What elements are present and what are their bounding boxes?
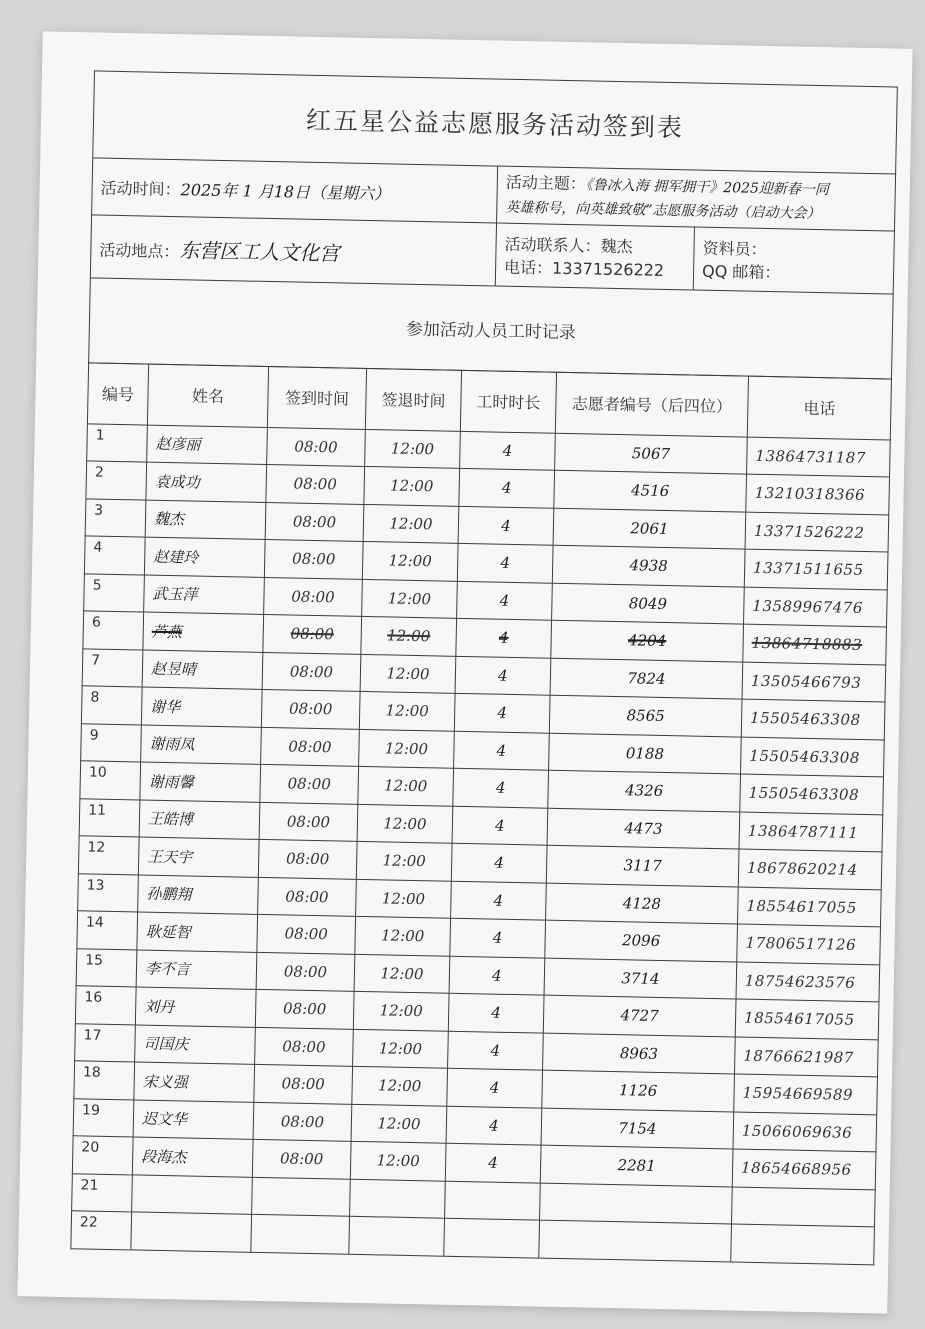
phone-number: 18766621987 — [734, 1036, 878, 1076]
sign-in-time: 08:00 — [254, 1064, 353, 1103]
signin-sheet-paper — [17, 31, 912, 1313]
phone-number: 18554617055 — [735, 999, 879, 1039]
sign-in-time: 08:00 — [261, 727, 360, 766]
phone-number: 13371511655 — [744, 549, 888, 589]
sign-in-time: 08:00 — [263, 614, 362, 653]
activity-theme-cell — [497, 166, 896, 231]
sign-out-time — [350, 1179, 446, 1218]
sign-out-time: 12:00 — [350, 1141, 446, 1180]
volunteer-id: 7154 — [541, 1108, 734, 1149]
volunteer-name: 王天宇 — [138, 837, 259, 877]
row-number: 14 — [77, 911, 138, 950]
sign-out-time: 12:00 — [354, 954, 450, 993]
row-number: 8 — [81, 686, 142, 725]
row-number: 17 — [75, 1023, 136, 1062]
volunteer-id: 8963 — [543, 1033, 736, 1074]
row-number: 10 — [80, 761, 141, 800]
phone-number: 13505466793 — [742, 662, 886, 702]
activity-theme-label: 活动主题： — [505, 172, 587, 193]
work-hours: 4 — [459, 468, 555, 507]
sign-in-time: 08:00 — [252, 1139, 351, 1178]
work-hours: 4 — [448, 993, 544, 1032]
sign-in-time — [252, 1177, 351, 1216]
work-hours — [445, 1181, 541, 1220]
sign-in-time: 08:00 — [253, 1102, 352, 1141]
row-number: 3 — [85, 498, 146, 537]
sign-in-time: 08:00 — [257, 914, 356, 953]
sign-out-time: 12:00 — [362, 579, 458, 618]
work-hours: 4 — [451, 881, 547, 920]
col-hours: 工时时长 — [460, 370, 556, 433]
volunteer-name: 司国庆 — [135, 1024, 256, 1064]
work-hours: 4 — [457, 543, 553, 582]
volunteer-id — [540, 1183, 733, 1224]
volunteer-name: 魏杰 — [145, 500, 266, 540]
volunteer-id: 1126 — [542, 1070, 735, 1111]
volunteer-id: 0188 — [549, 733, 742, 774]
sign-in-time: 08:00 — [261, 689, 360, 728]
work-hours: 4 — [457, 581, 553, 620]
volunteer-id: 7824 — [550, 658, 743, 699]
volunteer-name: 芦燕 — [143, 612, 264, 652]
phone-number: 18654668956 — [732, 1149, 876, 1189]
volunteer-name: 孙鹏翔 — [138, 874, 259, 914]
sign-in-time: 08:00 — [255, 989, 354, 1028]
work-hours — [444, 1218, 540, 1257]
volunteer-name: 袁成功 — [146, 462, 267, 502]
row-number: 21 — [72, 1173, 133, 1212]
sign-in-time: 08:00 — [262, 652, 361, 691]
volunteer-name: 王皓博 — [139, 800, 260, 840]
sign-in-time — [251, 1214, 350, 1253]
work-hours: 4 — [453, 768, 549, 807]
activity-theme-line2: 英雄称号，向英雄致敬”志愿服务活动（启动大会） — [505, 199, 821, 222]
work-hours: 4 — [447, 1068, 543, 1107]
phone-number: 18554617055 — [738, 887, 882, 927]
sign-in-time: 08:00 — [256, 952, 355, 991]
work-hours: 4 — [456, 618, 552, 657]
activity-place-label: 活动地点： — [99, 240, 180, 261]
qq-email-label: QQ 邮箱： — [701, 261, 781, 283]
sign-out-time: 12:00 — [353, 991, 449, 1030]
sign-in-time: 08:00 — [265, 502, 364, 541]
sign-out-time: 12:00 — [363, 504, 459, 543]
work-hours: 4 — [448, 1031, 544, 1070]
volunteer-id: 3714 — [544, 958, 737, 999]
phone-number: 15066069636 — [733, 1111, 877, 1151]
work-hours: 4 — [451, 843, 547, 882]
work-hours: 4 — [455, 656, 551, 695]
work-hours: 4 — [450, 918, 546, 957]
volunteer-id: 5067 — [555, 433, 748, 474]
sign-out-time: 12:00 — [361, 616, 457, 655]
volunteer-id: 4938 — [552, 545, 745, 586]
phone-number: 18678620214 — [738, 849, 882, 889]
row-number: 22 — [71, 1211, 132, 1250]
sign-out-time: 12:00 — [355, 916, 451, 955]
material-clerk-label: 资料员： — [702, 238, 767, 259]
sign-out-time: 12:00 — [358, 766, 454, 805]
sign-in-time: 08:00 — [264, 577, 363, 616]
volunteer-id: 8565 — [549, 695, 742, 736]
sign-out-time: 12:00 — [356, 879, 452, 918]
phone-number: 13864718883 — [743, 624, 887, 664]
volunteer-id: 3117 — [546, 845, 739, 886]
row-number: 2 — [86, 461, 147, 500]
col-name: 姓名 — [147, 364, 268, 427]
col-volunteer-id: 志愿者编号（后四位） — [555, 372, 748, 437]
sign-out-time: 12:00 — [351, 1104, 447, 1143]
contact-cell — [495, 223, 694, 290]
form-title: 红五星公益志愿服务活动签到表 — [93, 71, 898, 174]
sign-in-time: 08:00 — [266, 464, 365, 503]
phone-number: 18754623576 — [736, 962, 880, 1002]
volunteer-id — [539, 1220, 732, 1261]
row-number: 11 — [79, 798, 140, 837]
records-body — [71, 423, 890, 1264]
phone-number: 15954669589 — [734, 1074, 878, 1114]
volunteer-id: 4516 — [554, 470, 747, 511]
row-number: 7 — [82, 648, 143, 687]
volunteer-id: 4204 — [551, 620, 744, 661]
phone-number: 17806517126 — [737, 924, 881, 964]
row-number: 9 — [81, 723, 142, 762]
sign-in-time: 08:00 — [260, 764, 359, 803]
volunteer-name: 赵彦丽 — [147, 425, 268, 465]
col-sign-in: 签到时间 — [267, 366, 366, 429]
phone-number: 15505463308 — [740, 774, 884, 814]
volunteer-id: 4473 — [547, 808, 740, 849]
volunteer-name: 耿延智 — [137, 912, 258, 952]
row-number: 19 — [73, 1098, 134, 1137]
work-hours: 4 — [454, 693, 550, 732]
volunteer-name — [132, 1174, 253, 1214]
volunteer-name: 刘丹 — [135, 987, 256, 1027]
sign-in-time: 08:00 — [255, 1027, 354, 1066]
row-number: 6 — [83, 611, 144, 650]
sign-out-time: 12:00 — [364, 466, 460, 505]
sign-out-time: 12:00 — [365, 429, 461, 468]
sign-out-time: 12:00 — [360, 654, 456, 693]
volunteer-name — [131, 1212, 252, 1252]
row-number: 12 — [78, 836, 139, 875]
col-phone: 电话 — [747, 376, 891, 440]
activity-place-value: 东营区工人文化宫 — [179, 237, 340, 265]
col-sign-out: 签退时间 — [365, 368, 461, 431]
volunteer-id: 4326 — [548, 770, 741, 811]
volunteer-name: 赵昱晴 — [142, 650, 263, 690]
activity-time-cell — [92, 158, 498, 223]
sign-out-time: 12:00 — [352, 1066, 448, 1105]
row-number: 4 — [84, 536, 145, 575]
sign-in-time: 08:00 — [258, 839, 357, 878]
activity-place-cell — [90, 215, 496, 286]
volunteer-id: 2281 — [540, 1145, 733, 1186]
row-number: 20 — [72, 1136, 133, 1175]
sign-in-time: 08:00 — [259, 802, 358, 841]
phone-number — [731, 1186, 875, 1226]
work-hours: 4 — [458, 506, 554, 545]
sign-out-time: 12:00 — [359, 691, 455, 730]
contact-phone: 电话：13371526222 — [503, 257, 665, 280]
phone-number: 15505463308 — [741, 737, 885, 777]
signin-sheet — [70, 70, 896, 1264]
work-hours: 4 — [449, 956, 545, 995]
row-number: 13 — [78, 873, 139, 912]
records-table — [70, 362, 892, 1265]
volunteer-name: 武玉萍 — [144, 575, 265, 615]
sign-out-time: 12:00 — [353, 1029, 449, 1068]
contact-person: 活动联系人：魏杰 — [504, 234, 633, 257]
sign-out-time: 12:00 — [357, 804, 453, 843]
phone-number: 13371526222 — [745, 512, 889, 552]
volunteer-name: 宋义强 — [134, 1062, 255, 1102]
sign-out-time: 12:00 — [362, 541, 458, 580]
volunteer-id: 4128 — [546, 883, 739, 924]
header-table — [88, 70, 898, 379]
activity-theme-line1: 《鲁冰入海 拥军拥干》2025迎新春一同 — [585, 176, 830, 198]
phone-number: 13210318366 — [746, 474, 890, 514]
phone-number — [731, 1224, 875, 1264]
row-number: 18 — [74, 1061, 135, 1100]
work-hours: 4 — [452, 806, 548, 845]
volunteer-id: 8049 — [552, 583, 745, 624]
work-hours: 4 — [460, 431, 556, 470]
sign-out-time: 12:00 — [356, 841, 452, 880]
phone-number: 13864787111 — [739, 812, 883, 852]
section-title: 参加活动人员工时记录 — [89, 278, 894, 379]
volunteer-name: 段海杰 — [132, 1137, 253, 1177]
activity-time-label: 活动时间： — [100, 178, 181, 199]
volunteer-name: 赵建玲 — [144, 537, 265, 577]
phone-number: 13864731187 — [747, 437, 891, 477]
row-number: 16 — [75, 986, 136, 1025]
work-hours: 4 — [446, 1106, 542, 1145]
sign-in-time: 08:00 — [264, 539, 363, 578]
row-number: 15 — [76, 948, 137, 987]
row-number: 5 — [84, 573, 145, 612]
sign-in-time: 08:00 — [258, 877, 357, 916]
activity-time-value: 2025年 1 月18日（星期六） — [180, 179, 391, 203]
volunteer-id: 2096 — [545, 920, 738, 961]
volunteer-id: 4727 — [543, 995, 736, 1036]
col-no: 编号 — [87, 362, 148, 424]
volunteer-name: 谢华 — [141, 687, 262, 727]
phone-number: 15505463308 — [741, 699, 885, 739]
work-hours: 4 — [445, 1143, 541, 1182]
volunteer-name: 李不言 — [136, 949, 257, 989]
sign-in-time: 08:00 — [267, 427, 366, 466]
volunteer-name: 迟文华 — [133, 1099, 254, 1139]
material-cell — [693, 227, 894, 294]
row-number: 1 — [87, 423, 148, 462]
volunteer-name: 谢雨馨 — [140, 762, 261, 802]
work-hours: 4 — [454, 731, 550, 770]
phone-number: 13589967476 — [744, 587, 888, 627]
volunteer-name: 谢雨凤 — [141, 725, 262, 765]
volunteer-id: 2061 — [553, 508, 746, 549]
sign-out-time — [349, 1216, 445, 1255]
sign-out-time: 12:00 — [359, 729, 455, 768]
